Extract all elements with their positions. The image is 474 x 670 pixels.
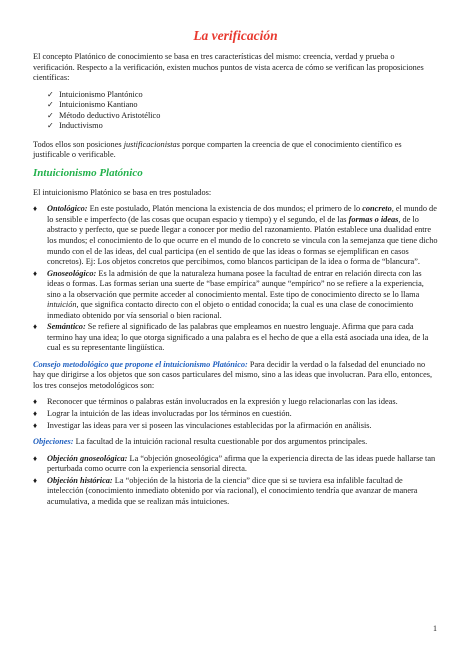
check-icon: ✓ (47, 100, 54, 110)
section-heading: Intuicionismo Platónico (33, 166, 143, 179)
diamond-icon: ♦ (33, 268, 38, 278)
check-icon: ✓ (47, 89, 54, 99)
objeciones-list (33, 454, 438, 508)
objeciones-paragraph: Objeciones: La facultad de la intuición racional resulta cuestionable por dos argumentos principales. (33, 437, 368, 447)
list-item: ♦ Lograr la intuición de las ideas involucradas por los términos en cuestión. (33, 408, 292, 418)
check-icon: ✓ (47, 121, 54, 131)
list-item: ♦ Objeción gnoseológica: La “objeción gnoseológica” afirma que la experiencia directa de las ideas puede hallarse tan perturbada como ocurre con la experiencia sensorial directa. (33, 453, 436, 474)
list-item: ✓ Inductivismo (47, 121, 103, 131)
postulado-label: Ontológico: (47, 204, 88, 214)
diamond-icon: ♦ (33, 420, 38, 430)
postulado-label: Semántico: (47, 322, 86, 332)
diamond-icon: ♦ (33, 475, 38, 485)
page-title: La verificación (193, 28, 278, 43)
summary-paragraph: Todos ellos son posiciones justificacionistas porque comparten la creencia de que el conocimiento científico es justificable o verificable. (33, 139, 402, 160)
objeciones-heading: Objeciones: (33, 437, 74, 447)
postulado-item: ♦ Gnoseológico: Es la admisión de que la naturaleza humana posee la facultad de entrar en relación directa con las ideas o formas. Las formas serian una suerte de “base empírica” aunque “empírico” no se refiere a la experiencia, sino a la observación que permite acceder al conocimiento mental. Este tipo de conocimiento directo se lo llama intuición, que significa contacto directo con el objeto o entidad conocida; la cual es una clase de conocimiento inmediato obtenido por vía sensorial o bien racional. (33, 268, 424, 320)
diamond-icon: ♦ (33, 204, 38, 214)
diamond-icon: ♦ (33, 397, 38, 407)
postulados-list (33, 204, 438, 353)
list-item: ✓ Intuicionismo Plantónico (47, 89, 143, 99)
section-lead: El intuicionismo Platónico se basa en tres postulados: (33, 187, 212, 197)
consejo-paragraph: Consejo metodológico que propone el intuicionismo Platónico: Para decidir la verdad o la falsedad del enunciado no hay que dirigirse a los objetos que son casos particulares del mismo, sino a las ideas que involucran. Para ello, entonces, los tres consejos metodológicos son: (33, 359, 433, 390)
list-item: ✓ Intuicionismo Kantiano (47, 100, 138, 110)
postulado-item: ♦ Semántico: Se refiere al significado de las palabras que empleamos en nuestro lenguaje. Afirma que para cada termino hay una idea; lo que otorga significado a una palabra es el hecho de que a ella está asociada una idea, de la cual es su representante lingüística. (33, 322, 429, 353)
postulado-label: Gnoseológico: (47, 268, 97, 278)
consejos-list (33, 397, 438, 431)
check-icon: ✓ (47, 110, 54, 120)
diamond-icon: ♦ (33, 453, 38, 463)
intro-paragraph: El concepto Platónico de conocimiento se basa en tres características del mismo: creencia, verdad y prueba o verificación. Respecto a la verificación, existen muchos puntos de vista acerca de cómo se verifican las proposiciones científicas: (33, 52, 424, 83)
diamond-icon: ♦ (33, 408, 38, 418)
verification-list (33, 90, 438, 132)
postulado-item: ♦ Ontológico: En este postulado, Platón menciona la existencia de dos mundos; el primero de lo concreto, el mundo de lo sensible e imperfecto (de las cosas que ocupan espacio y tiempo) y el segundo, el de las formas o ideas, de lo abstracto y perfecto, que se puede llegar a conocer por medio del razonamiento. Platón establece una dualidad entre los mundos; el conocimiento de lo que ocurre en el mundo de lo concreto se vincula con la semejanza que tiene dicho mundo con el de las ideas, del cual participa (en el sentido de que las ideas o formas se ejemplifican en casos concretos). Ej: Los objetos concretos que percibimos, como blancos participan de la idea o forma de “blancura”. (33, 204, 438, 267)
list-item: ♦ Investigar las ideas para ver si poseen las vinculaciones establecidas por la afirmación en análisis. (33, 420, 372, 430)
list-item: ✓ Método deductivo Aristotélico (47, 110, 161, 120)
page-number: 1 (433, 624, 437, 633)
list-item: ♦ Objeción histórica: La “objeción de la historia de la ciencia” dice que si se tuviera esa infalible facultad de intelección (conocimiento inmediato obtenido por vía racional), el conocimiento tendría que avanzar de manera acumulativa, a medida que se realizan más intuiciones. (33, 475, 418, 506)
list-item: ♦ Reconocer que términos o palabras están involucrados en la expresión y luego relacionarlas con las ideas. (33, 397, 398, 407)
consejo-heading: Consejo metodológico que propone el intuicionismo Platónico: (33, 359, 248, 369)
diamond-icon: ♦ (33, 322, 38, 332)
